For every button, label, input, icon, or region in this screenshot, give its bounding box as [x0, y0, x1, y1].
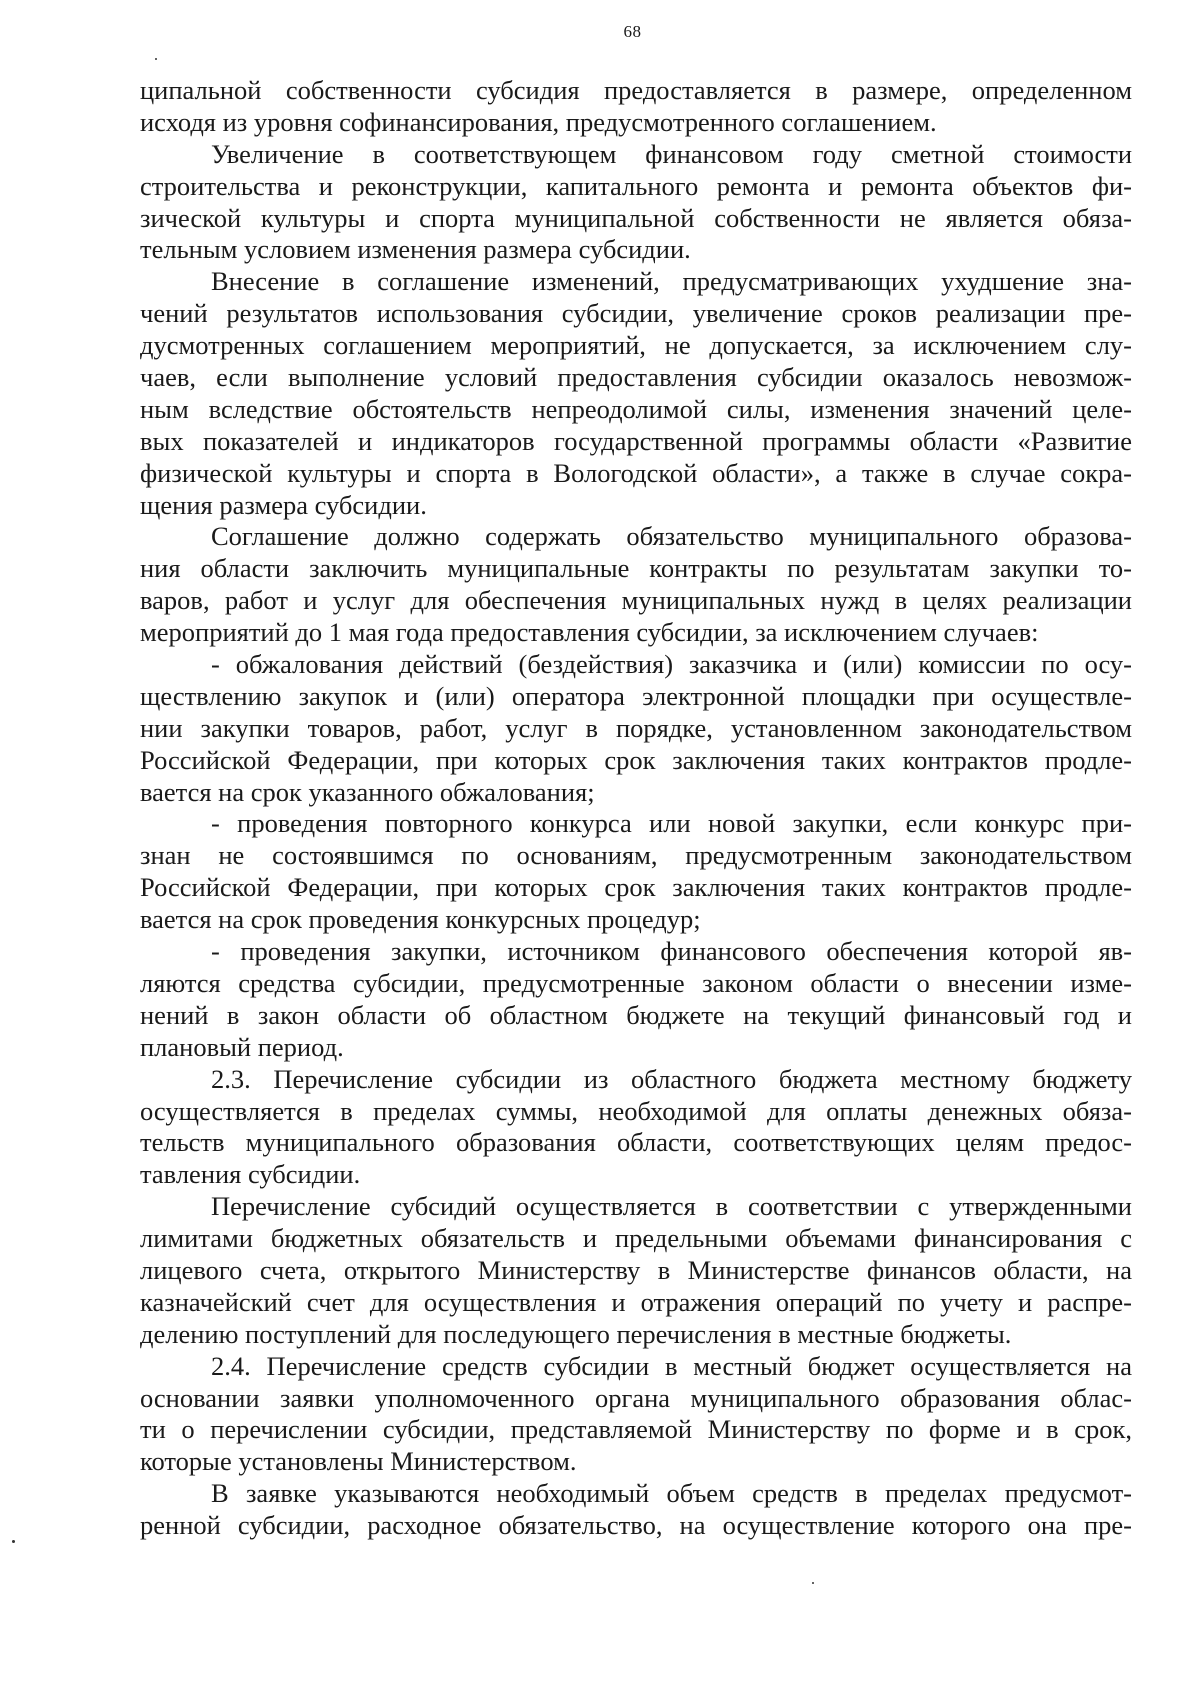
paragraph	[140, 649, 1132, 808]
text-line: ществлению закупок и (или) оператора электронной площадки при осуществле-	[140, 680, 1132, 711]
scan-speck	[155, 58, 157, 60]
paragraph	[140, 266, 1132, 521]
text-line: знан не состоявшимся по основаниям, предусмотренным законодательством	[140, 840, 1132, 871]
text-line: физической культуры и спорта в Вологодской области», а также в случае сокра-	[140, 457, 1132, 488]
text-line: лимитами бюджетных обязательств и предельными объемами финансирования с	[140, 1223, 1132, 1254]
text-line: зической культуры и спорта муниципальной собственности не является обяза-	[140, 202, 1132, 233]
text-line: мероприятий до 1 мая года предоставления субсидии, за исключением случаев:	[140, 617, 1039, 648]
text-line: строительства и реконструкции, капитального ремонта и ремонта объектов фи-	[140, 170, 1132, 201]
paragraph	[140, 808, 1132, 936]
paragraph	[140, 1064, 1132, 1192]
scan-speck	[12, 1540, 15, 1543]
paragraph	[140, 1478, 1132, 1542]
text-line: щения размера субсидии.	[140, 489, 427, 520]
text-line: - проведения повторного конкурса или новой закупки, если конкурс при-	[211, 808, 1132, 839]
text-line: чаев, если выполнение условий предоставления субсидии оказалось невозмож-	[140, 362, 1132, 393]
text-line: вается на срок указанного обжалования;	[140, 776, 595, 807]
page-number: 68	[623, 22, 642, 41]
text-line: 2.4. Перечисление средств субсидии в местный бюджет осуществляется на	[211, 1350, 1132, 1381]
text-line: В заявке указываются необходимый объем средств в пределах предусмот-	[211, 1478, 1132, 1509]
text-line: лицевого счета, открытого Министерству в Министерстве финансов области, на	[140, 1254, 1132, 1285]
text-line: осуществляется в пределах суммы, необходимой для оплаты денежных обяза-	[140, 1095, 1132, 1126]
text-line: тавления субсидии.	[140, 1159, 361, 1190]
text-line: тельным условием изменения размера субсидии.	[140, 234, 691, 265]
text-line: варов, работ и услуг для обеспечения муниципальных нужд в целях реализации	[140, 585, 1132, 616]
paragraph	[140, 139, 1132, 267]
paragraph	[140, 936, 1132, 1064]
text-line: чений результатов использования субсидии, увеличение сроков реализации пре-	[140, 298, 1132, 329]
text-line: Внесение в соглашение изменений, предусматривающих ухудшение зна-	[211, 266, 1132, 297]
text-line: вается на срок проведения конкурсных процедур;	[140, 904, 701, 935]
text-line: ти о перечислении субсидии, представляемой Министерству по форме и в срок,	[140, 1414, 1132, 1445]
text-line: вых показателей и индикаторов государственной программы области «Развитие	[140, 425, 1132, 456]
text-line: основании заявки уполномоченного органа муниципального образования облас-	[140, 1382, 1132, 1413]
text-line: - проведения закупки, источником финансового обеспечения которой яв-	[211, 936, 1132, 967]
text-line: тельств муниципального образования области, соответствующих целям предос-	[140, 1127, 1132, 1158]
paragraph	[140, 75, 1132, 139]
paragraph	[140, 1351, 1132, 1479]
text-line: Российской Федерации, при которых срок заключения таких контрактов продле-	[140, 744, 1132, 775]
text-line: ляются средства субсидии, предусмотренные законом области о внесении изме-	[140, 967, 1132, 998]
text-line: дусмотренных соглашением мероприятий, не допускается, за исключением слу-	[140, 330, 1132, 361]
text-line: нений в закон области об областном бюджете на текущий финансовый год и	[140, 999, 1132, 1030]
scan-speck	[812, 1582, 814, 1584]
text-line: казначейский счет для осуществления и отражения операций по учету и распре-	[140, 1286, 1132, 1317]
text-line: Соглашение должно содержать обязательство муниципального образова-	[211, 521, 1132, 552]
text-line: 2.3. Перечисление субсидии из областного бюджета местному бюджету	[211, 1063, 1132, 1094]
text-line: ным вследствие обстоятельств непреодолимой силы, изменения значений целе-	[140, 393, 1132, 424]
paragraph	[140, 521, 1132, 649]
text-line: ципальной собственности субсидия предоставляется в размере, определенном	[140, 75, 1132, 105]
paragraph	[140, 1191, 1132, 1350]
text-line: нии закупки товаров, работ, услуг в порядке, установленном законодательством	[140, 712, 1132, 743]
text-line: ния области заключить муниципальные контракты по результатам закупки то-	[140, 553, 1132, 584]
text-line: ренной субсидии, расходное обязательство, на осуществление которого она пре-	[140, 1510, 1132, 1541]
text-line: Увеличение в соответствующем финансовом году сметной стоимости	[211, 138, 1132, 169]
text-line: Российской Федерации, при которых срок заключения таких контрактов продле-	[140, 872, 1132, 903]
text-line: которые установлены Министерством.	[140, 1446, 577, 1477]
document-body	[140, 75, 1132, 1542]
text-line: исходя из уровня софинансирования, предусмотренного соглашением.	[140, 106, 937, 137]
text-line: - обжалования действий (бездействия) заказчика и (или) комиссии по осу-	[211, 649, 1132, 680]
text-line: Перечисление субсидий осуществляется в соответствии с утвержденными	[211, 1191, 1132, 1222]
text-line: делению поступлений для последующего перечисления в местные бюджеты.	[140, 1318, 1012, 1349]
text-line: плановый период.	[140, 1031, 344, 1062]
